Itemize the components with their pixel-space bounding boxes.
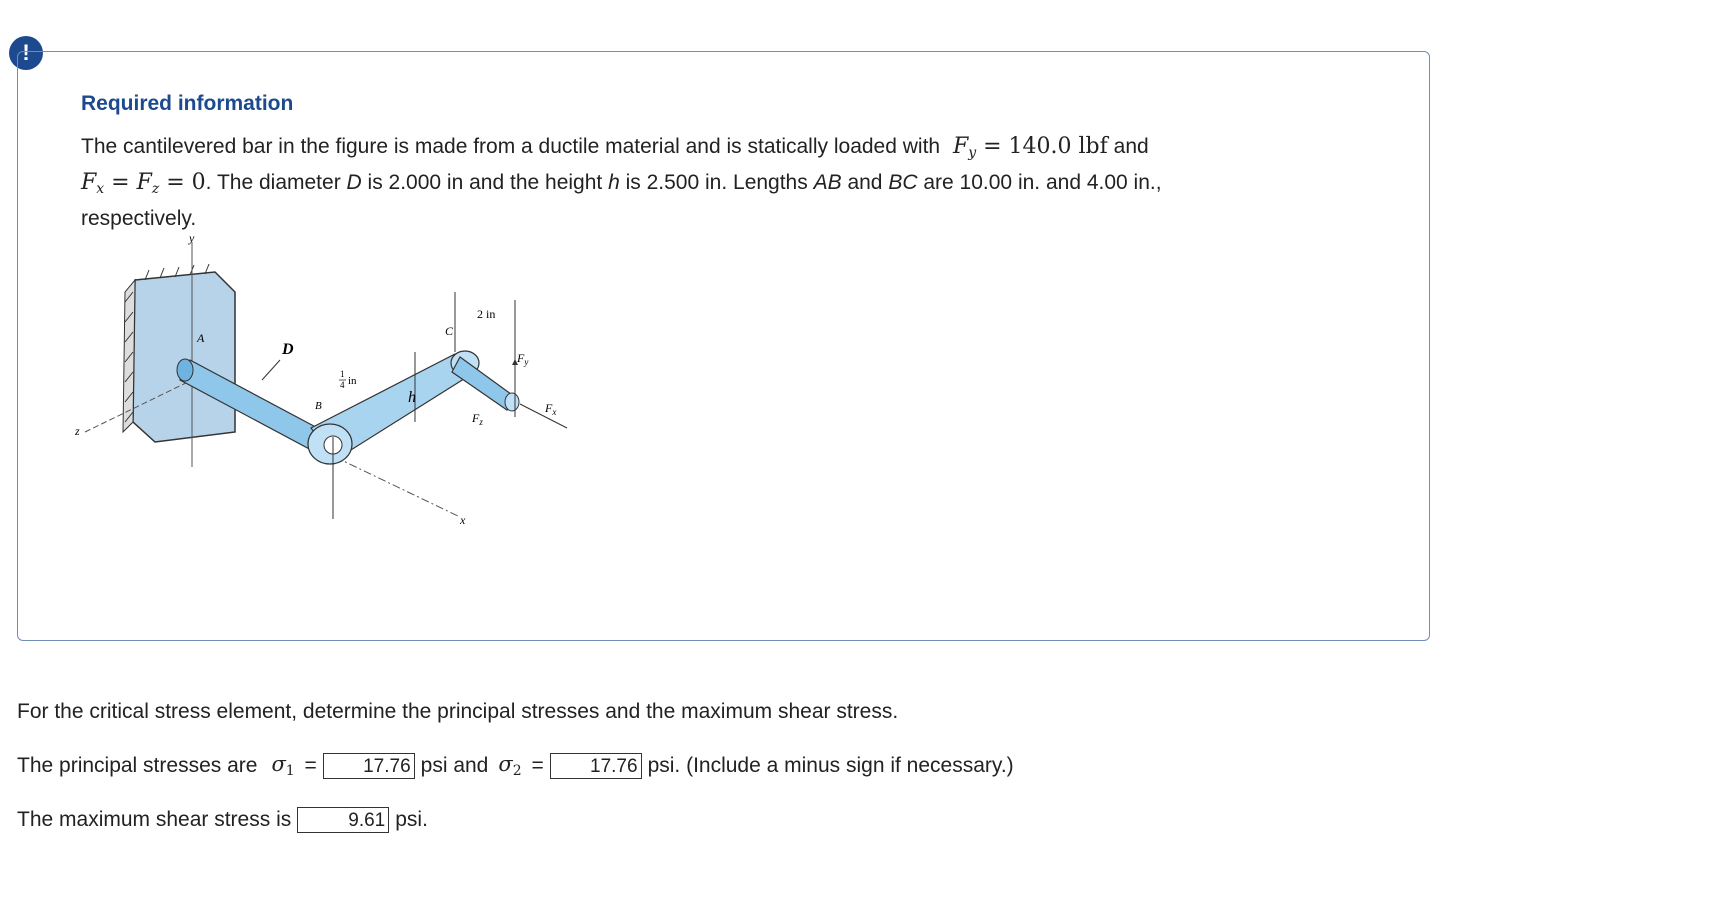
sigma1-answer-field[interactable]: 17.76 — [323, 753, 415, 779]
quarter-fraction: 1 — [340, 369, 345, 379]
pin-c — [452, 357, 519, 411]
label-b: B — [315, 400, 322, 412]
fy-equation: $F_y = 140.0$ lbf — [952, 134, 1108, 161]
sigma2-symbol: $\sigma_2$ — [498, 752, 522, 779]
label-c: C — [445, 324, 454, 338]
label-fz: $F_z$ — [472, 411, 483, 427]
svg-text:4: 4 — [340, 380, 345, 390]
principal-stresses-row: The principal stresses are $\sigma_1$ = 17.76 psi and $\sigma_2$ = 17.76 psi. (Include a minus sign if necessary.) — [17, 752, 1014, 779]
label-d: D — [282, 341, 294, 358]
cantilever-figure — [75, 232, 655, 592]
question-prompt: For the critical stress element, determine the principal stresses and the maximum shear stress. — [17, 700, 899, 723]
alert-icon: ! — [9, 36, 43, 70]
y-axis-label: y — [189, 232, 195, 245]
label-fx: $F_x$ — [545, 401, 557, 417]
wall-support — [123, 264, 235, 442]
info-title: Required information — [81, 92, 294, 115]
max-shear-answer-field[interactable]: 9.61 — [297, 807, 389, 833]
label-h: h — [408, 389, 416, 406]
sigma1-symbol: $\sigma_1$ — [271, 752, 295, 779]
x-axis — [335, 457, 460, 517]
fx-fz-equation: $F_x = F_z = 0$ — [81, 170, 206, 197]
label-quarter-in: in — [348, 375, 357, 387]
label-fy: $F_y$ — [517, 351, 529, 367]
label-2in: 2 in — [477, 307, 496, 321]
x-axis-label: x — [460, 513, 466, 527]
z-axis-label: z — [75, 424, 80, 438]
info-body: The cantilevered bar in the figure is made from a ductile material and is statically loaded with $F_y = 140.0$ lbf and $F_x = F_z = 0$. The diameter D is 2.000 in and the height h is 2.500 in. Lengths AB and BC are 10.00 in. and 4.00 in., respectively. — [81, 134, 1162, 230]
max-shear-row: The maximum shear stress is 9.61 psi. — [17, 808, 428, 831]
label-a: A — [197, 331, 205, 345]
sigma2-answer-field[interactable]: 17.76 — [550, 753, 642, 779]
crank-arm — [308, 351, 479, 464]
